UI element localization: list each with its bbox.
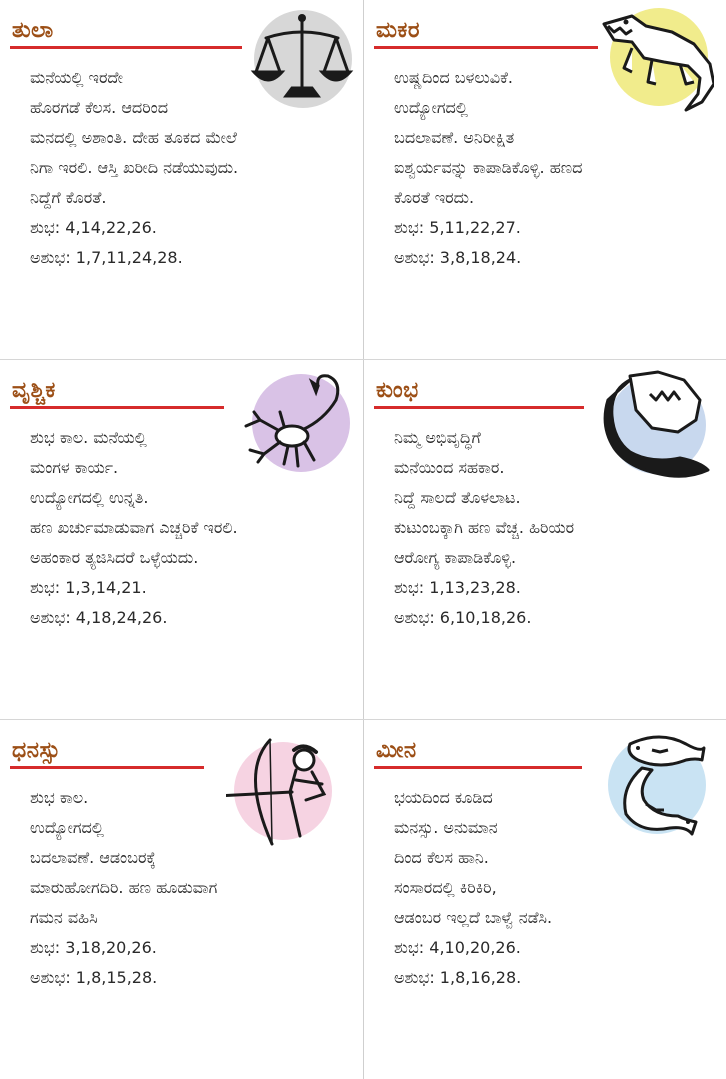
prediction-line: ಅಹಂಕಾರ ತ್ಯಜಿಸಿದರೆ ಒಳ್ಳೆಯದು.: [30, 548, 199, 567]
lucky-numbers: ಶುಭ: 4,10,20,26.: [394, 938, 521, 957]
sign-title: ತುಲಾ: [12, 18, 54, 43]
sign-title: ಮೀನ: [376, 738, 417, 763]
prediction-text: [30, 423, 360, 633]
prediction-line: ಹೊರಗಡೆ ಕೆಲಸ. ಆದರಿಂದ: [30, 98, 169, 117]
prediction-line: ಐಶ್ವರ್ಯವನ್ನು ಕಾಪಾಡಿಕೊಳ್ಳಿ. ಹಣದ: [394, 158, 583, 177]
sign-card-vrishchika: [0, 360, 363, 719]
prediction-line: ಬದಲಾವಣೆ. ಅನಿರೀಕ್ಷಿತ: [394, 128, 515, 147]
sign-card-makara: [364, 0, 726, 359]
prediction-line: ಆಡಂಬರ ಇಲ್ಲದೆ ಬಾಳ್ವೆ ನಡೆಸಿ.: [394, 908, 553, 927]
unlucky-numbers: ಅಶುಭ: 6,10,18,26.: [394, 608, 532, 627]
prediction-line: ಶುಭ ಕಾಲ. ಮನೆಯಲ್ಲಿ: [30, 428, 147, 447]
unlucky-numbers: ಅಶುಭ: 1,7,11,24,28.: [30, 248, 183, 267]
sign-card-tula: [0, 0, 363, 359]
prediction-line: ಭಯದಿಂದ ಕೂಡಿದ: [394, 788, 493, 807]
unlucky-numbers: ಅಶುಭ: 3,8,18,24.: [394, 248, 522, 267]
prediction-text: [394, 63, 724, 273]
prediction-line: ಕುಟುಂಬಕ್ಕಾಗಿ ಹಣ ವೆಚ್ಚ. ಹಿರಿಯರ: [394, 518, 575, 537]
prediction-line: ಉಷ್ಣದಿಂದ ಬಳಲುವಿಕೆ.: [394, 68, 514, 87]
title-underline: [10, 766, 204, 769]
prediction-line: ಮನಸ್ಸು. ಅನುಮಾನ: [394, 818, 498, 837]
lucky-numbers: ಶುಭ: 4,14,22,26.: [30, 218, 157, 237]
title-underline: [10, 406, 224, 409]
prediction-line: ಮನದಲ್ಲಿ ಅಶಾಂತಿ. ದೇಹ ತೂಕದ ಮೇಲೆ: [30, 128, 237, 147]
prediction-line: ಮಾರುಹೋಗದಿರಿ. ಹಣ ಹೂಡುವಾಗ: [30, 878, 218, 897]
prediction-line: ಗಮನ ವಹಿಸಿ: [30, 908, 98, 927]
sign-title: ಕುಂಭ: [376, 378, 419, 403]
prediction-text: [30, 63, 360, 273]
prediction-line: ಕೊರತೆ ಇರದು.: [394, 188, 475, 207]
prediction-line: ಶುಭ ಕಾಲ.: [30, 788, 89, 807]
lucky-numbers: ಶುಭ: 5,11,22,27.: [394, 218, 521, 237]
prediction-text: [394, 423, 724, 633]
sign-title: ಮಕರ: [376, 18, 420, 43]
prediction-line: ಸಂಸಾರದಲ್ಲಿ ಕಿರಿಕಿರಿ,: [394, 878, 497, 897]
prediction-line: ಮನೆಯಲ್ಲಿ ಇರದೇ: [30, 68, 124, 87]
title-underline: [374, 766, 582, 769]
sign-card-kumbha: [364, 360, 726, 719]
prediction-line: ದಿಂದ ಕೆಲಸ ಹಾನಿ.: [394, 848, 489, 867]
sign-title: ವೃಶ್ಚಿಕ: [12, 378, 56, 403]
title-underline: [374, 406, 584, 409]
title-underline: [374, 46, 598, 49]
unlucky-numbers: ಅಶುಭ: 1,8,16,28.: [394, 968, 522, 987]
prediction-line: ಹಣ ಖರ್ಚುಮಾಡುವಾಗ ಎಚ್ಚರಿಕೆ ಇರಲಿ.: [30, 518, 238, 537]
sign-card-meena: [364, 720, 726, 1079]
prediction-line: ಉದ್ಯೋಗದಲ್ಲಿ: [394, 98, 468, 117]
prediction-line: ನಿಗಾ ಇರಲಿ. ಆಸ್ತಿ ಖರೀದಿ ನಡೆಯುವುದು.: [30, 158, 239, 177]
prediction-line: ಆರೋಗ್ಯ ಕಾಪಾಡಿಕೊಳ್ಳಿ.: [394, 548, 517, 567]
unlucky-numbers: ಅಶುಭ: 4,18,24,26.: [30, 608, 168, 627]
prediction-line: ನಿಮ್ಮ ಅಭಿವೃದ್ಧಿಗೆ: [394, 428, 481, 447]
prediction-line: ಮಂಗಳ ಕಾರ್ಯ.: [30, 458, 119, 477]
prediction-line: ನಿದ್ದೆ ಸಾಲದೆ ತೊಳಲಾಟ.: [394, 488, 521, 507]
prediction-line: ನಿದ್ದೆಗೆ ಕೊರತೆ.: [30, 188, 107, 207]
prediction-line: ಬದಲಾವಣೆ. ಆಡಂಬರಕ್ಕೆ: [30, 848, 156, 867]
lucky-numbers: ಶುಭ: 3,18,20,26.: [30, 938, 157, 957]
lucky-numbers: ಶುಭ: 1,13,23,28.: [394, 578, 521, 597]
unlucky-numbers: ಅಶುಭ: 1,8,15,28.: [30, 968, 158, 987]
prediction-line: ಉದ್ಯೋಗದಲ್ಲಿ ಉನ್ನತಿ.: [30, 488, 149, 507]
prediction-line: ಮನೆಯಿಂದ ಸಹಕಾರ.: [394, 458, 505, 477]
prediction-text: [30, 783, 360, 993]
prediction-text: [394, 783, 724, 993]
lucky-numbers: ಶುಭ: 1,3,14,21.: [30, 578, 147, 597]
sign-title: ಧನಸ್ಸು: [12, 738, 61, 763]
sign-card-dhanassu: [0, 720, 363, 1079]
prediction-line: ಉದ್ಯೋಗದಲ್ಲಿ: [30, 818, 104, 837]
title-underline: [10, 46, 242, 49]
